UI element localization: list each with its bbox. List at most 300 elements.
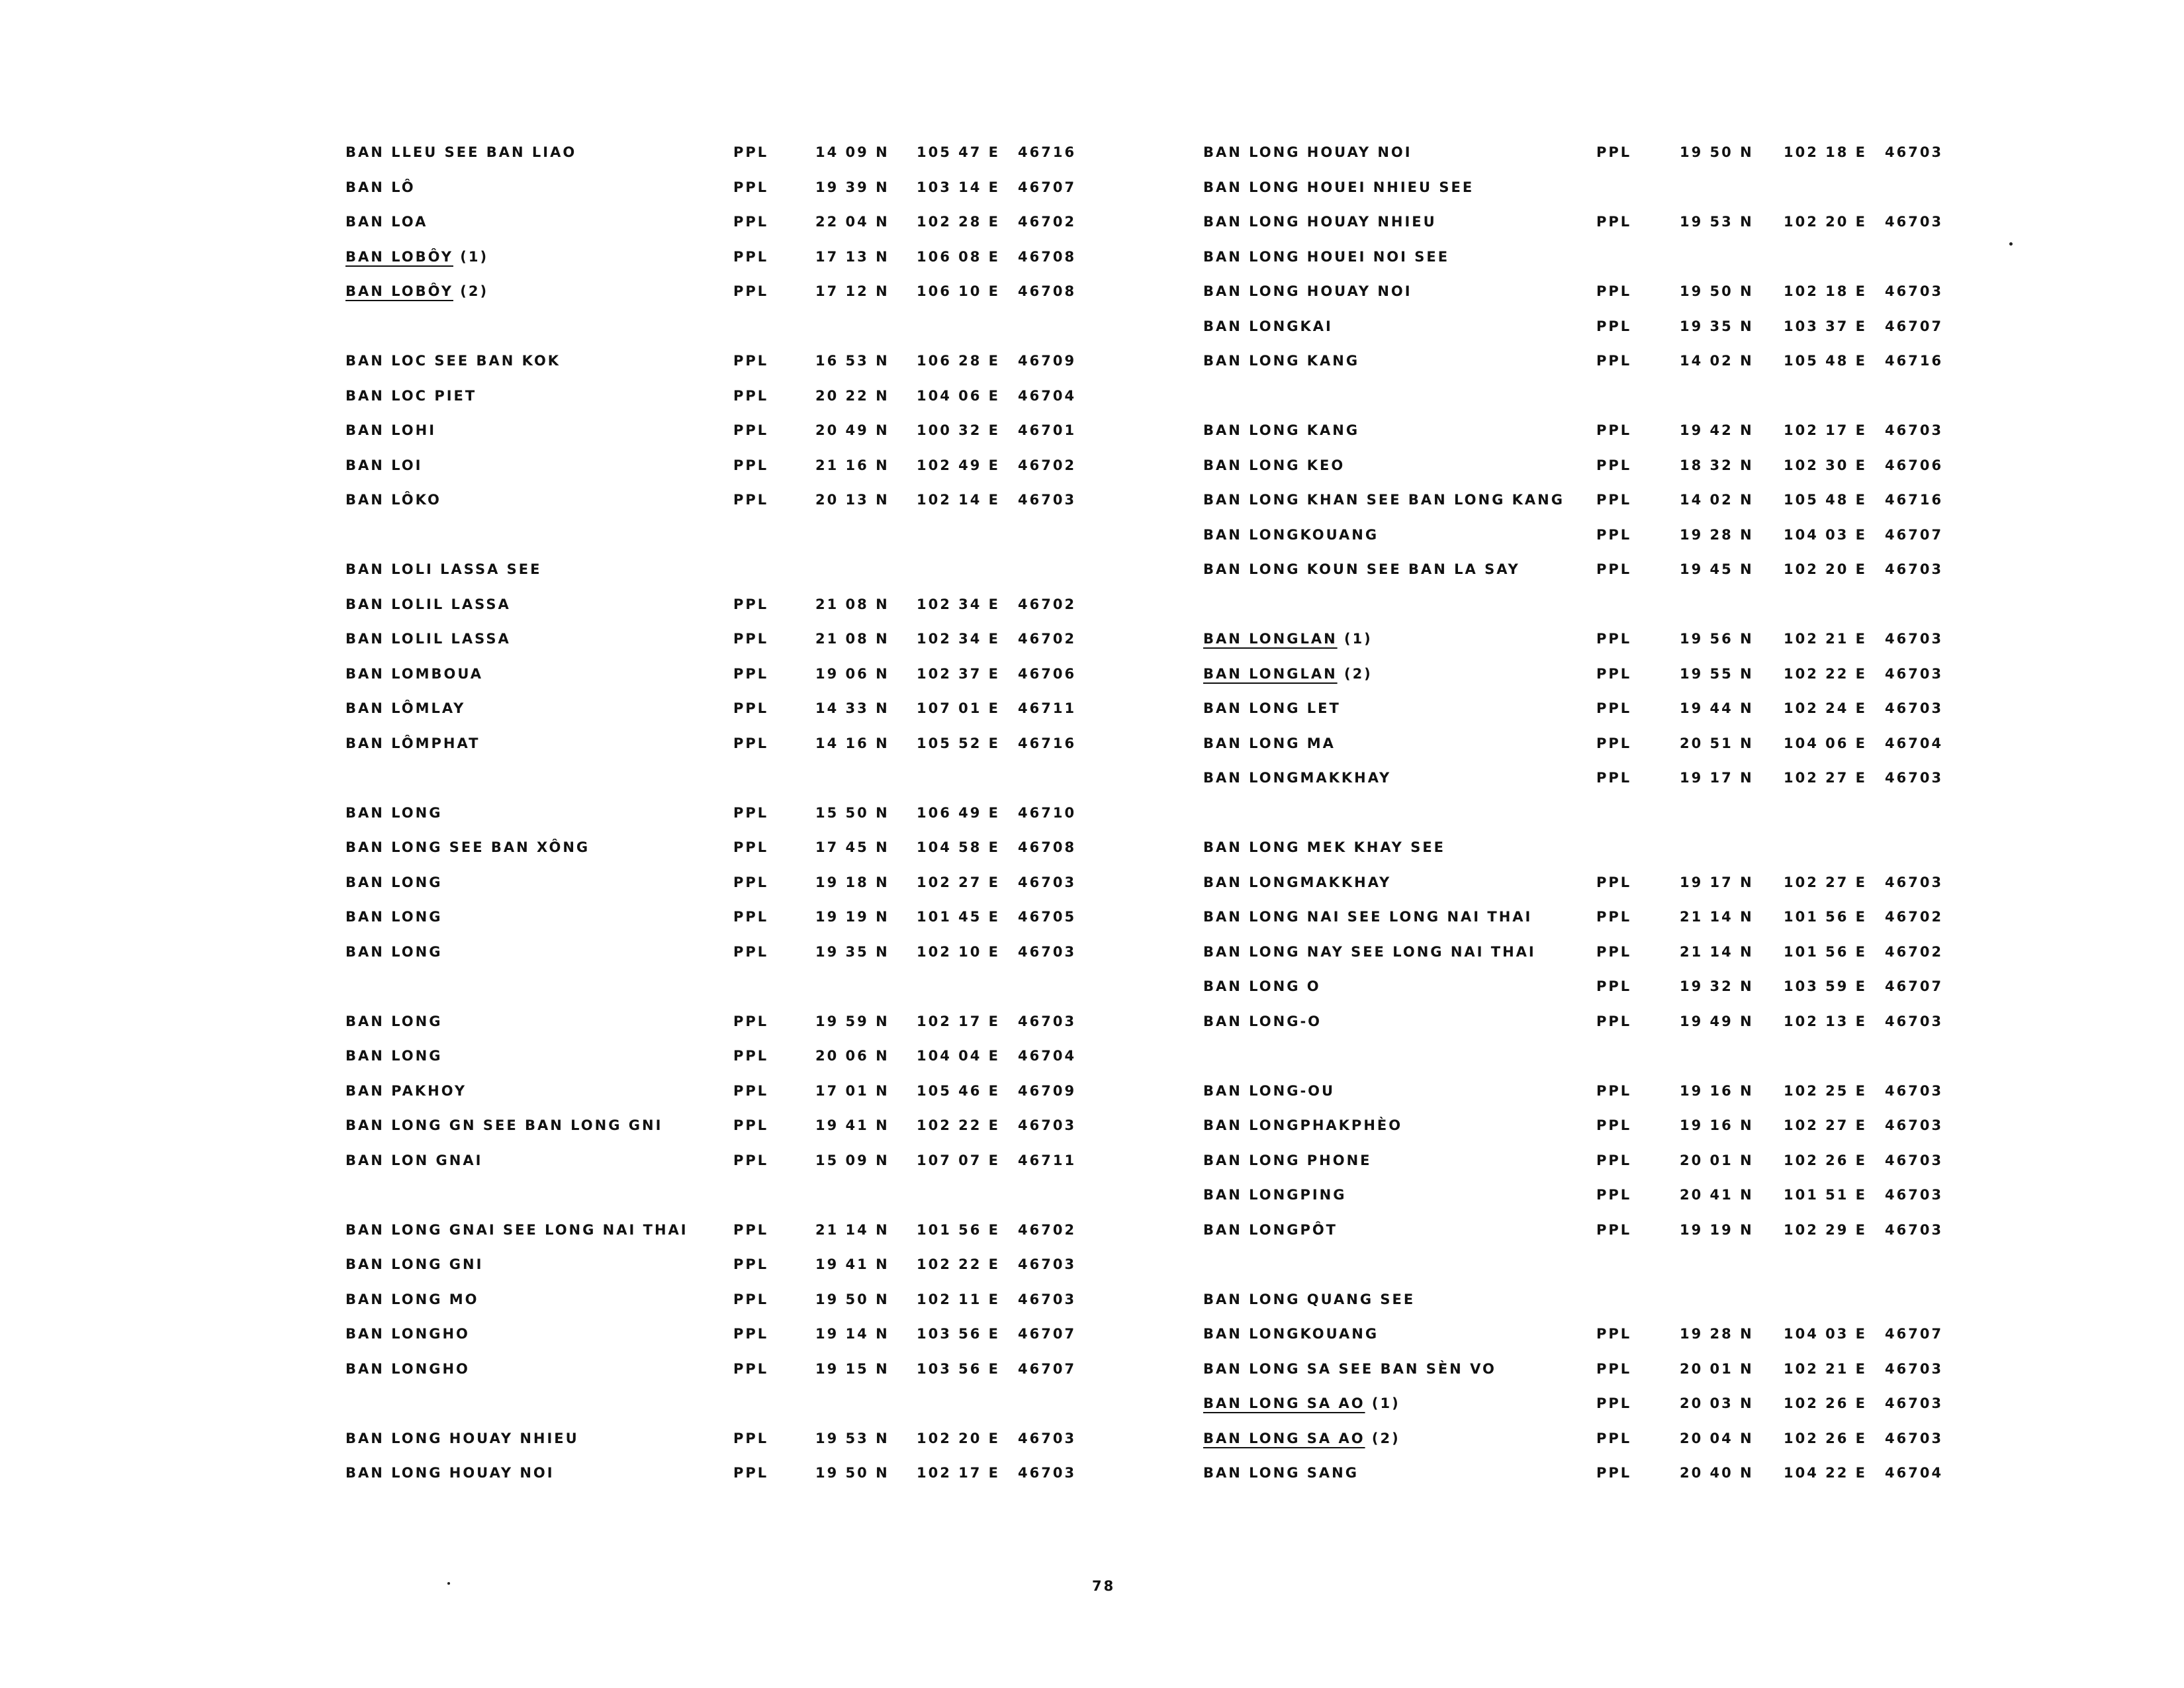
place-name: BAN LONG NAI SEE LONG NAI THAI [1203,909,1533,925]
map-code: 46703 [1885,1013,1944,1029]
place-name: BAN LONG MEK KHAY SEE [1203,839,1446,855]
place-name: BAN LOLI LASSA SEE [345,561,542,577]
map-code: 46707 [1885,318,1944,334]
latitude: 19 39 N [815,179,889,195]
map-code: 46703 [1018,1291,1077,1307]
place-name: BAN LONGKAI [1203,318,1333,334]
place-name: BAN LONGHO [345,1360,470,1377]
variant-number: (1) [1365,1395,1400,1411]
place-name: BAN PAKHOY [345,1082,467,1099]
feature-type: PPL [1596,214,1632,230]
place-name: BAN LONG [345,804,443,821]
place-name: BAN LONG SA AO (1) [1203,1395,1400,1411]
feature-type: PPL [733,874,769,890]
place-name: BAN LONG GN SEE BAN LONG GNI [345,1117,663,1133]
map-code: 46716 [1018,144,1077,160]
place-name: BAN LONGLAN (1) [1203,631,1373,647]
latitude: 21 14 N [1680,943,1754,960]
map-code: 46703 [1885,1221,1944,1238]
map-code: 46703 [1885,665,1944,682]
map-code: 46716 [1885,492,1944,508]
latitude: 19 35 N [1680,318,1754,334]
longitude: 102 27 E [917,874,1001,890]
place-name: BAN LOHI [345,422,437,438]
latitude: 20 01 N [1680,1360,1754,1377]
latitude: 19 28 N [1680,526,1754,543]
place-name: BAN LONGPHAKPHÈO [1203,1117,1403,1133]
map-code: 46703 [1018,1013,1077,1029]
feature-type: PPL [1596,631,1632,647]
longitude: 104 22 E [1784,1465,1868,1481]
longitude: 103 59 E [1784,978,1868,994]
place-name: BAN LONG [345,1013,443,1029]
longitude: 102 17 E [1784,422,1868,438]
latitude: 14 09 N [815,144,889,160]
place-name: BAN LONGPING [1203,1187,1347,1203]
latitude: 19 50 N [1680,144,1754,160]
map-code: 46708 [1018,248,1077,265]
place-name: BAN LONG HOUEI NOI SEE [1203,248,1450,265]
longitude: 102 20 E [917,1430,1001,1446]
map-code: 46707 [1885,1326,1944,1342]
map-code: 46701 [1018,422,1077,438]
feature-type: PPL [1596,943,1632,960]
latitude: 19 18 N [815,874,889,890]
map-code: 46703 [1885,214,1944,230]
place-name: BAN LÔ [345,179,416,195]
place-name: BAN LONG KANG [1203,422,1360,438]
feature-type: PPL [733,1082,769,1099]
longitude: 102 29 E [1784,1221,1868,1238]
feature-type: PPL [1596,526,1632,543]
map-code: 46703 [1885,874,1944,890]
longitude: 103 14 E [917,179,1001,195]
longitude: 102 26 E [1784,1152,1868,1168]
latitude: 20 13 N [815,492,889,508]
place-name: BAN LOA [345,214,428,230]
latitude: 19 53 N [1680,214,1754,230]
place-name: BAN LONG KHAN SEE BAN LONG KANG [1203,492,1565,508]
longitude: 102 22 E [917,1256,1001,1272]
longitude: 103 56 E [917,1360,1001,1377]
place-name: BAN LON GNAI [345,1152,483,1168]
map-code: 46704 [1018,387,1077,404]
latitude: 21 14 N [1680,909,1754,925]
latitude: 22 04 N [815,214,889,230]
feature-type: PPL [733,804,769,821]
longitude: 104 03 E [1784,526,1868,543]
place-name: BAN LONG MO [345,1291,479,1307]
longitude: 102 27 E [1784,1117,1868,1133]
feature-type: PPL [733,631,769,647]
longitude: 104 58 E [917,839,1001,855]
longitude: 107 01 E [917,700,1001,716]
latitude: 15 09 N [815,1152,889,1168]
feature-type: PPL [733,248,769,265]
feature-type: PPL [1596,735,1632,751]
latitude: 20 51 N [1680,735,1754,751]
feature-type: PPL [733,1430,769,1446]
place-name: BAN LONG O [1203,978,1321,994]
feature-type: PPL [1596,1465,1632,1481]
place-name: BAN LONG-OU [1203,1082,1336,1099]
longitude: 107 07 E [917,1152,1001,1168]
place-name: BAN LONG HOUAY NOI [1203,144,1412,160]
latitude: 18 32 N [1680,457,1754,473]
map-code: 46703 [1885,1152,1944,1168]
longitude: 102 30 E [1784,457,1868,473]
place-name: BAN LONG HOUAY NHIEU [1203,214,1437,230]
feature-type: PPL [733,492,769,508]
latitude: 19 50 N [1680,283,1754,299]
map-code: 46702 [1018,214,1077,230]
feature-type: PPL [1596,1360,1632,1377]
latitude: 20 40 N [1680,1465,1754,1481]
map-code: 46703 [1885,1395,1944,1411]
feature-type: PPL [733,1013,769,1029]
feature-type: PPL [1596,665,1632,682]
feature-type: PPL [733,1048,769,1064]
longitude: 101 56 E [917,1221,1001,1238]
longitude: 102 13 E [1784,1013,1868,1029]
variant-number: (1) [453,248,489,265]
place-name: BAN LONGMAKKHAY [1203,770,1392,786]
map-code: 46702 [1018,1221,1077,1238]
feature-type: PPL [733,1117,769,1133]
map-code: 46702 [1018,631,1077,647]
map-code: 46703 [1885,1430,1944,1446]
feature-type: PPL [1596,1013,1632,1029]
longitude: 102 18 E [1784,144,1868,160]
feature-type: PPL [733,179,769,195]
latitude: 20 49 N [815,422,889,438]
latitude: 19 16 N [1680,1117,1754,1133]
map-code: 46707 [1018,1360,1077,1377]
map-code: 46703 [1885,144,1944,160]
feature-type: PPL [733,457,769,473]
latitude: 20 04 N [1680,1430,1754,1446]
feature-type: PPL [733,144,769,160]
latitude: 14 02 N [1680,353,1754,369]
place-name: BAN LONG SA SEE BAN SÈN VO [1203,1360,1496,1377]
map-code: 46702 [1885,909,1944,925]
place-name: BAN LONG GNI [345,1256,484,1272]
feature-type: PPL [1596,909,1632,925]
map-code: 46703 [1885,1117,1944,1133]
feature-type: PPL [733,1465,769,1481]
map-code: 46703 [1018,874,1077,890]
feature-type: PPL [1596,1326,1632,1342]
feature-type: PPL [733,909,769,925]
variant-number: (2) [453,283,489,299]
longitude: 102 28 E [917,214,1001,230]
longitude: 104 06 E [1784,735,1868,751]
longitude: 101 56 E [1784,909,1868,925]
feature-type: PPL [1596,978,1632,994]
latitude: 19 15 N [815,1360,889,1377]
map-code: 46703 [1018,492,1077,508]
map-code: 46706 [1018,665,1077,682]
place-name: BAN LONG HOUAY NOI [1203,283,1412,299]
longitude: 102 17 E [917,1465,1001,1481]
latitude: 20 06 N [815,1048,889,1064]
map-code: 46702 [1885,943,1944,960]
latitude: 19 55 N [1680,665,1754,682]
latitude: 20 41 N [1680,1187,1754,1203]
place-name: BAN LONG HOUAY NOI [345,1465,555,1481]
feature-type: PPL [733,1360,769,1377]
latitude: 21 08 N [815,596,889,612]
place-name: BAN LOLIL LASSA [345,596,511,612]
feature-type: PPL [733,735,769,751]
place-name: BAN LONG HOUAY NHIEU [345,1430,579,1446]
scan-speck [2009,242,2013,246]
map-code: 46707 [1018,179,1077,195]
map-code: 46707 [1885,978,1944,994]
longitude: 102 27 E [1784,770,1868,786]
longitude: 102 26 E [1784,1430,1868,1446]
feature-type: PPL [733,1291,769,1307]
map-code: 46703 [1885,283,1944,299]
place-name: BAN LONG [345,943,443,960]
map-code: 46716 [1018,735,1077,751]
map-code: 46711 [1018,700,1077,716]
place-name: BAN LONG [345,874,443,890]
longitude: 102 21 E [1784,631,1868,647]
map-code: 46703 [1018,1465,1077,1481]
latitude: 17 12 N [815,283,889,299]
place-name: BAN LONG LET [1203,700,1341,716]
place-name: BAN LONGKOUANG [1203,526,1379,543]
feature-type: PPL [1596,457,1632,473]
latitude: 19 41 N [815,1117,889,1133]
map-code: 46703 [1885,561,1944,577]
place-name: BAN LOMBOUA [345,665,484,682]
map-code: 46703 [1018,1430,1077,1446]
latitude: 19 42 N [1680,422,1754,438]
place-name: BAN LONG HOUEI NHIEU SEE [1203,179,1475,195]
feature-type: PPL [733,1152,769,1168]
place-name: BAN LONGMAKKHAY [1203,874,1392,890]
place-name: BAN LONGHO [345,1326,470,1342]
latitude: 19 44 N [1680,700,1754,716]
map-code: 46703 [1885,422,1944,438]
place-name: BAN LLEU SEE BAN LIAO [345,144,577,160]
latitude: 14 33 N [815,700,889,716]
feature-type: PPL [733,596,769,612]
place-name: BAN LONG SANG [1203,1465,1359,1481]
longitude: 106 08 E [917,248,1001,265]
variant-number: (2) [1365,1430,1400,1446]
latitude: 19 28 N [1680,1326,1754,1342]
feature-type: PPL [733,665,769,682]
place-name: BAN LOLIL LASSA [345,631,511,647]
map-code: 46703 [1885,1360,1944,1377]
latitude: 19 56 N [1680,631,1754,647]
longitude: 102 24 E [1784,700,1868,716]
map-code: 46704 [1018,1048,1077,1064]
longitude: 104 04 E [917,1048,1001,1064]
place-name: BAN LONG [345,909,443,925]
map-code: 46703 [1885,1082,1944,1099]
longitude: 105 48 E [1784,353,1868,369]
longitude: 104 03 E [1784,1326,1868,1342]
feature-type: PPL [1596,422,1632,438]
feature-type: PPL [1596,1430,1632,1446]
longitude: 102 17 E [917,1013,1001,1029]
longitude: 102 20 E [1784,214,1868,230]
feature-type: PPL [1596,700,1632,716]
map-code: 46703 [1885,700,1944,716]
latitude: 19 17 N [1680,874,1754,890]
place-name: BAN LÔMLAY [345,700,466,716]
latitude: 15 50 N [815,804,889,821]
longitude: 101 56 E [1784,943,1868,960]
longitude: 102 49 E [917,457,1001,473]
feature-type: PPL [733,1221,769,1238]
place-name: BAN LONG PHONE [1203,1152,1372,1168]
map-code: 46704 [1885,735,1944,751]
longitude: 105 52 E [917,735,1001,751]
longitude: 102 34 E [917,596,1001,612]
longitude: 102 26 E [1784,1395,1868,1411]
map-code: 46710 [1018,804,1077,821]
place-name: BAN LONG KEO [1203,457,1345,473]
map-code: 46702 [1018,457,1077,473]
map-code: 46709 [1018,1082,1077,1099]
place-name: BAN LONG-O [1203,1013,1322,1029]
feature-type: PPL [1596,353,1632,369]
map-code: 46707 [1885,526,1944,543]
longitude: 102 27 E [1784,874,1868,890]
place-name: BAN LONG KANG [1203,353,1360,369]
latitude: 21 14 N [815,1221,889,1238]
longitude: 102 14 E [917,492,1001,508]
map-code: 46716 [1885,353,1944,369]
latitude: 19 45 N [1680,561,1754,577]
map-code: 46703 [1885,770,1944,786]
place-name: BAN LÔMPHAT [345,735,480,751]
feature-type: PPL [733,283,769,299]
map-code: 46703 [1885,631,1944,647]
place-name: BAN LONGKOUANG [1203,1326,1379,1342]
feature-type: PPL [1596,1187,1632,1203]
latitude: 19 49 N [1680,1013,1754,1029]
longitude: 105 46 E [917,1082,1001,1099]
feature-type: PPL [733,353,769,369]
place-name: BAN LOC SEE BAN KOK [345,353,561,369]
page-number: 78 [1092,1578,1116,1594]
map-code: 46703 [1018,1256,1077,1272]
latitude: 19 19 N [815,909,889,925]
map-code: 46703 [1885,1187,1944,1203]
place-name: BAN LONG QUANG SEE [1203,1291,1416,1307]
latitude: 19 59 N [815,1013,889,1029]
place-name: BAN LONGPÔT [1203,1221,1338,1238]
latitude: 14 02 N [1680,492,1754,508]
feature-type: PPL [1596,1082,1632,1099]
feature-type: PPL [1596,1395,1632,1411]
feature-type: PPL [1596,1221,1632,1238]
latitude: 19 06 N [815,665,889,682]
latitude: 19 41 N [815,1256,889,1272]
longitude: 102 37 E [917,665,1001,682]
map-code: 46711 [1018,1152,1077,1168]
longitude: 102 18 E [1784,283,1868,299]
place-name: BAN LONG [345,1048,443,1064]
latitude: 20 01 N [1680,1152,1754,1168]
latitude: 19 16 N [1680,1082,1754,1099]
variant-number: (2) [1337,665,1373,682]
latitude: 19 50 N [815,1291,889,1307]
longitude: 102 11 E [917,1291,1001,1307]
feature-type: PPL [733,943,769,960]
place-name: BAN LONG GNAI SEE LONG NAI THAI [345,1221,688,1238]
place-name: BAN LOI [345,457,423,473]
longitude: 105 48 E [1784,492,1868,508]
longitude: 106 28 E [917,353,1001,369]
latitude: 21 08 N [815,631,889,647]
longitude: 106 10 E [917,283,1001,299]
longitude: 103 56 E [917,1326,1001,1342]
feature-type: PPL [1596,1117,1632,1133]
map-code: 46703 [1018,1117,1077,1133]
longitude: 101 51 E [1784,1187,1868,1203]
feature-type: PPL [1596,144,1632,160]
feature-type: PPL [733,1326,769,1342]
feature-type: PPL [1596,492,1632,508]
longitude: 102 25 E [1784,1082,1868,1099]
latitude: 19 35 N [815,943,889,960]
latitude: 19 17 N [1680,770,1754,786]
feature-type: PPL [1596,770,1632,786]
feature-type: PPL [733,839,769,855]
place-name: BAN LONG MA [1203,735,1336,751]
longitude: 101 45 E [917,909,1001,925]
feature-type: PPL [1596,1152,1632,1168]
variant-number: (1) [1337,631,1373,647]
latitude: 19 14 N [815,1326,889,1342]
map-code: 46705 [1018,909,1077,925]
place-name: BAN LÔKO [345,492,441,508]
latitude: 19 53 N [815,1430,889,1446]
feature-type: PPL [733,700,769,716]
place-name: BAN LONG KOUN SEE BAN LA SAY [1203,561,1520,577]
map-code: 46709 [1018,353,1077,369]
latitude: 21 16 N [815,457,889,473]
map-code: 46702 [1018,596,1077,612]
longitude: 102 20 E [1784,561,1868,577]
latitude: 19 19 N [1680,1221,1754,1238]
longitude: 102 22 E [917,1117,1001,1133]
feature-type: PPL [733,214,769,230]
place-name: BAN LOBÔY (2) [345,283,489,299]
scan-speck [447,1582,450,1585]
latitude: 17 13 N [815,248,889,265]
latitude: 16 53 N [815,353,889,369]
longitude: 102 21 E [1784,1360,1868,1377]
map-code: 46708 [1018,839,1077,855]
place-name: BAN LONG SEE BAN XÔNG [345,839,590,855]
longitude: 102 22 E [1784,665,1868,682]
longitude: 100 32 E [917,422,1001,438]
feature-type: PPL [1596,283,1632,299]
feature-type: PPL [1596,874,1632,890]
latitude: 17 45 N [815,839,889,855]
latitude: 19 32 N [1680,978,1754,994]
map-code: 46704 [1885,1465,1944,1481]
map-code: 46707 [1018,1326,1077,1342]
